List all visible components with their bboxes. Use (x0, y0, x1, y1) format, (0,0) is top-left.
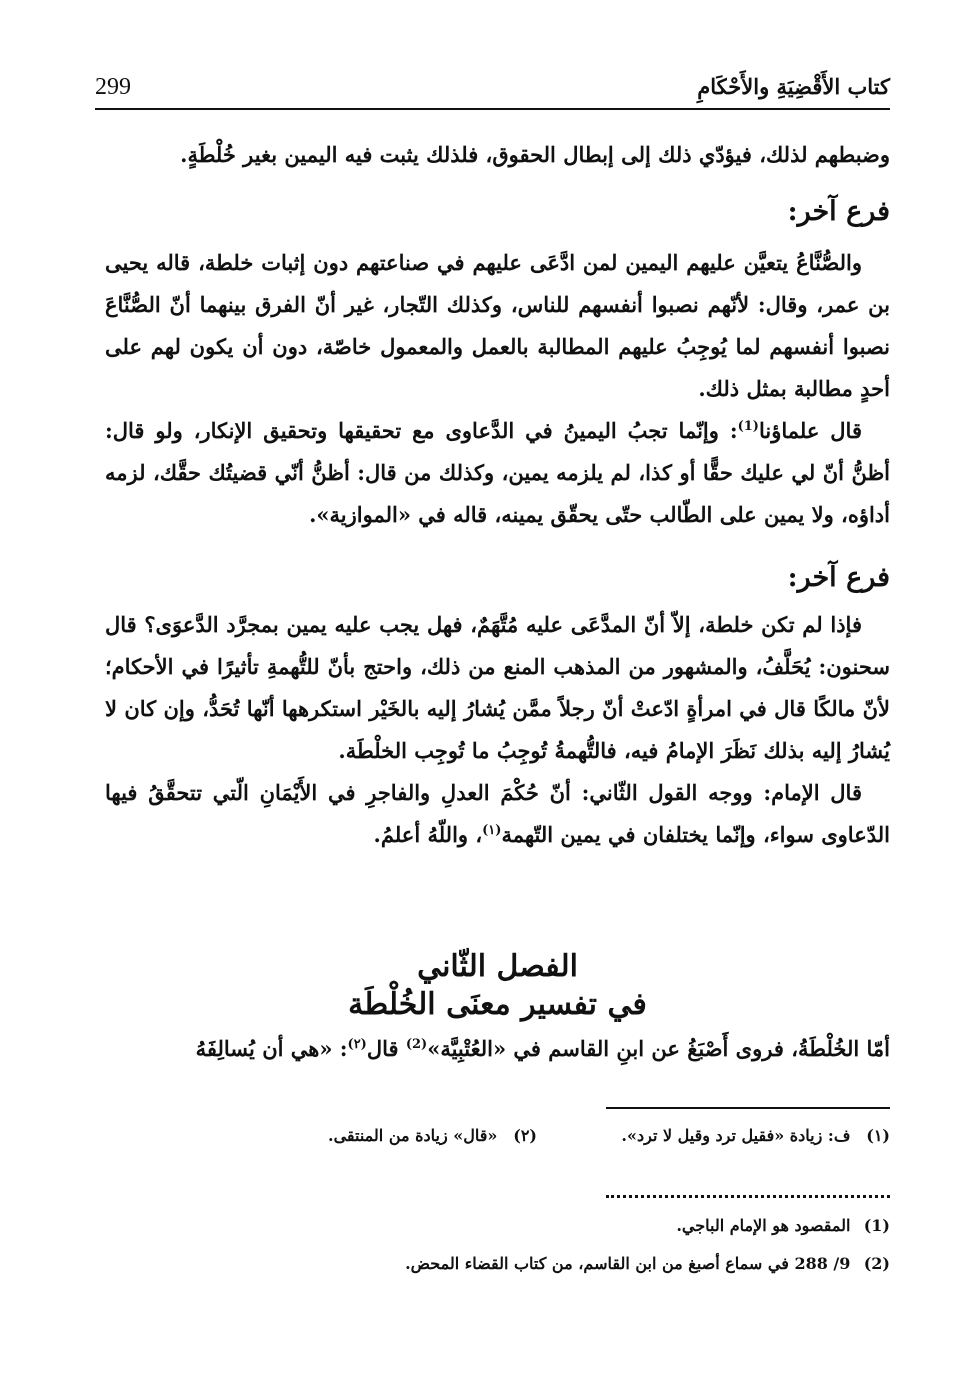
chapter-subtitle: في تفسير معنَى الخُلْطَة (348, 987, 647, 1022)
section-1-body (105, 242, 890, 536)
paragraph-text: : «هي أن يُسالِفَهُ (195, 1036, 348, 1061)
footnote-item (405, 1254, 890, 1273)
footnote-separator (606, 1107, 890, 1109)
footnote-text: «قال» زيادة من المنتقى. (328, 1126, 498, 1145)
intro-paragraph: وضبطهم لذلك، فيؤدّي ذلك إلى إبطال الحقوق، فلذلك يثبت فيه اليمين بغير خُلْطَةٍ. (180, 142, 890, 167)
footnote-text: 9/ 288 في سماع أصبغ من ابن القاسم، من كتاب القضاء المحض. (405, 1254, 851, 1273)
footnote-number: (٢) (513, 1126, 537, 1145)
section-heading-2: فرع آخر: (787, 562, 890, 593)
footnote-ref: (2) (405, 1037, 428, 1052)
paragraph-text: قال علماؤنا (758, 418, 862, 443)
book-title: كتاب الأَقْضِيَةِ والأَحْكَامِ (697, 74, 890, 99)
chapter-paragraph (105, 1028, 890, 1070)
paragraph-text: قال الإمام: ووجه القول الثّاني: أنّ حُكْمَ العدلِ والفاجرِ في الأَيْمَانِ الّتي تتحقَّقُ فيها الدّعاوى سواء، وإنّما يختلفان في يمين التّهمة (105, 780, 890, 847)
footnote-ref: (1) (737, 419, 759, 434)
page-number: 299 (95, 74, 131, 100)
paragraph-text: قال (366, 1036, 406, 1061)
running-header (95, 72, 890, 110)
section-heading-1: فرع آخر: (787, 196, 890, 227)
footnote-number: (١) (866, 1126, 890, 1145)
paragraph-text: أمّا الخُلْطَةُ، فروى أَصْبَغُ عن ابنِ القاسم في «العُتْبِيَّة» (427, 1036, 890, 1061)
section-1-paragraph-1: والصُّنَّاعُ يتعيَّن عليهم اليمين لمن ادَّعَى عليهم في صناعتهم دون إثبات خلطة، قاله يحيى بن عمر، وقال: لأنّهم نصبوا أنفسهم للناس، وكذلك التّجار، غير أنّ الفرق بينهما أنّ الصُّنَّاعَ نصبوا أنفسهم لما يُوجِبُ عليهم المطالبة بالعمل والمعمول خاصّة، دون أن يكون لهم على أحدٍ مطالبة بمثل ذلك. (105, 250, 890, 401)
chapter-body (105, 1028, 890, 1070)
section-2-body (105, 604, 890, 856)
footnote-text: المقصود هو الإمام الباجي. (676, 1216, 851, 1235)
editor-notes-separator (606, 1195, 890, 1198)
intro-line (105, 134, 890, 176)
footnote-text: ف: زيادة «فقيل ترد وقيل لا ترد». (621, 1126, 851, 1145)
footnote-ref: (١) (482, 823, 502, 838)
section-1-paragraph-2 (105, 410, 890, 536)
paragraph-text: ، واللّهُ أعلمُ. (373, 822, 483, 847)
section-2-paragraph-2 (105, 772, 890, 856)
footnote-number: (1) (863, 1216, 890, 1235)
footnote-ref: (٢) (347, 1037, 367, 1052)
footnote-number: (2) (863, 1254, 890, 1273)
paragraph-text: : وإنّما تجبُ اليمينُ في الدَّعاوى مع تحقيقها وتحقيق الإنكار، ولو قال: أظنُّ أنّ لي عليك حقًّا أو كذا، لم يلزمه يمين، وكذلك من قال: أظنُّ أنّي قضيتُك حقَّك، لزمه أداؤه، ولا يمين على الطّالب حتّى يحقّق يمينه، قاله في «الموازية». (105, 418, 890, 527)
section-2-paragraph-1: فإذا لم تكن خلطة، إلاّ أنّ المدَّعَى عليه مُتَّهَمٌ، فهل يجب عليه يمين بمجرَّد الدَّعوَى؟ قال سحنون: يُحَلَّفُ، والمشهور من المذهب المنع من ذلك، واحتج بأنّ للتُّهمةِ تأثيرًا في الأحكام؛ لأنّ مالكًا قال في امرأةٍ ادّعتْ أنّ رجلاً ممَّن يُشارُ إليه بالخَيْر استكرهها أنّها تُحَدُّ، وإن كان لا يُشارُ إليه بذلك نَظَرَ الإمامُ فيه، فالتُّهمةُ تُوجِبُ ما تُوجِب الخلْطَة. (105, 612, 890, 763)
footnote-item (328, 1126, 537, 1145)
footnote-item (676, 1216, 890, 1235)
chapter-title: الفصل الثّاني (417, 949, 578, 984)
footnote-item (621, 1126, 890, 1145)
